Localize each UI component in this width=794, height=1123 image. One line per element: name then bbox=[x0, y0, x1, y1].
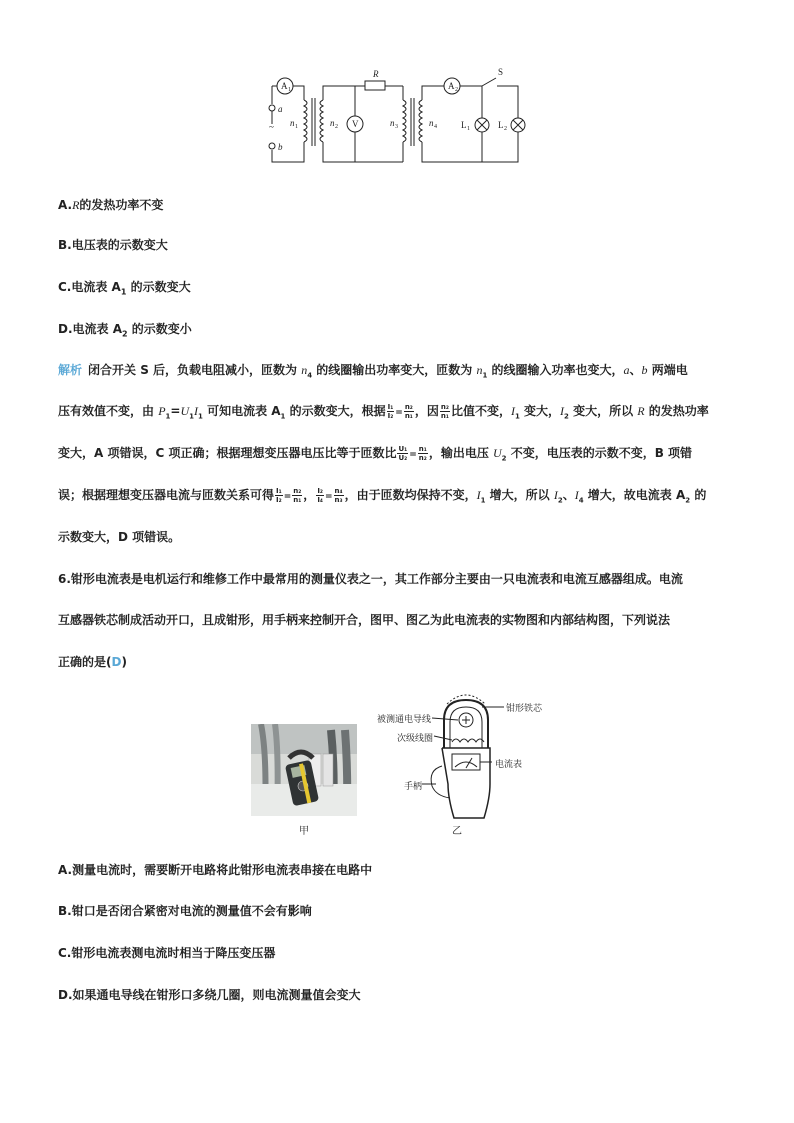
fraction-i2-i4: $\frac{\text{I₂}}{\text{I₄}}$ bbox=[317, 487, 323, 504]
q6-option-d: D.如果通电导线在钳形口多绕几圈，则电流测量值会变大 bbox=[58, 988, 361, 1002]
q6-answer: D bbox=[111, 655, 122, 669]
q5-option-d: D.电流表 $A_2$ 的示数变小 bbox=[58, 322, 192, 339]
q6-stem-line-1: 6.钳形电流表是电机运行和维修工作中最常用的测量仪表之一，其工作部分主要由一只电流表和电流互感器组成。电流 bbox=[58, 572, 683, 586]
svg-text:4: 4 bbox=[434, 124, 437, 130]
q5-option-b: B.电压表的示数变大 bbox=[58, 238, 168, 252]
svg-text:R: R bbox=[373, 69, 379, 79]
fraction-i1-i2: $\frac{\text{I₁}}{\text{I₂}}$ bbox=[387, 403, 394, 420]
svg-text:a: a bbox=[278, 104, 283, 114]
svg-text:2: 2 bbox=[335, 124, 338, 130]
q5-option-c: C.电流表 $A_1$ 的示数变大 bbox=[58, 280, 191, 297]
fraction-i1-i2-b: $\frac{\text{I₁}}{\text{I₂}}$ bbox=[276, 487, 282, 504]
transformer-circuit-diagram bbox=[260, 66, 535, 176]
q6-option-a: A.测量电流时，需要断开电路将此钳形电流表串接在电路中 bbox=[58, 863, 373, 877]
svg-text:V: V bbox=[352, 119, 359, 129]
analysis-label: 解析 bbox=[58, 363, 83, 377]
fraction-u1-u2: $\frac{\text{U₁}}{\text{U₂}}$ bbox=[398, 445, 408, 462]
analysis-line-2: 压有效值不变，由 $P_1=U_1I_1$ 可知电流表 $A_1$ 的示数变大，根据 $\frac{\text{I₁}}{\text{I₂}}$ = $\frac{\text{n₂}}{\text{n₁}}$ ，因 $\frac{\text{n₂}}{\text{n₁}}$ 比值不变，$I_1$ 变大，$I_2$ 变大，所以 R 的发热功率 bbox=[58, 403, 709, 421]
fraction-n2-n1-b: $\frac{\text{n₂}}{\text{n₁}}$ bbox=[293, 487, 302, 504]
svg-text:n: n bbox=[290, 118, 295, 128]
label-measured-wire: 被测通电导线 bbox=[377, 714, 432, 724]
analysis-line-1: 解析 闭合开关 S 后，负载电阻减小，匝数为 $n_4$ 的线圈输出功率变大，匝数为 $n_1$ 的线圈输入功率也变大，a、b 两端电 bbox=[58, 363, 688, 380]
fraction-n2-n1-ratio: $\frac{\text{n₂}}{\text{n₁}}$ bbox=[440, 403, 449, 420]
q6-stem-line-2: 互感器铁芯制成活动开口，且成钳形，用手柄来控制开合，图甲、图乙为此电流表的实物图和内部结构图，下列说法 bbox=[58, 613, 671, 627]
svg-text:1: 1 bbox=[467, 126, 470, 132]
svg-text:~: ~ bbox=[269, 122, 274, 132]
svg-text:n: n bbox=[330, 118, 335, 128]
q6-option-c: C.钳形电流表测电流时相当于降压变压器 bbox=[58, 946, 276, 960]
analysis-line-3: 变大，A 项错误，C 项正确；根据理想变压器电压比等于匝数比 $\frac{\text{U₁}}{\text{U₂}}$ = $\frac{\text{n₁}}{\text{n₂}}$ ，输出电压 $U_2$ 不变，电压表的示数不变，B 项错 bbox=[58, 445, 693, 463]
svg-text:A: A bbox=[448, 81, 455, 91]
analysis-line-4: 误；根据理想变压器电流与匝数关系可得 $\frac{\text{I₁}}{\text{I₂}}$ = $\frac{\text{n₂}}{\text{n₁}}$ ， $\frac{\text{I₂}}{\text{I₄}}$ = $\frac{\text{n₄}}{\text{n₃}}$ ，由于匝数均保持不变，$I_1$ 增大，所以 $I_2$、$I_4$ 增大，故电流表 $A_2$ 的 bbox=[58, 487, 707, 505]
label-handle: 手柄 bbox=[404, 781, 423, 791]
svg-text:n: n bbox=[429, 118, 434, 128]
clamp-meter-photo bbox=[251, 724, 357, 816]
svg-text:S: S bbox=[498, 67, 504, 77]
fraction-n1-n2: $\frac{\text{n₁}}{\text{n₂}}$ bbox=[418, 445, 427, 462]
figure-label-jia: 甲 bbox=[299, 826, 309, 837]
svg-text:n: n bbox=[390, 118, 395, 128]
svg-text:b: b bbox=[278, 142, 283, 152]
svg-text:1: 1 bbox=[288, 87, 291, 93]
fraction-n2-n1: $\frac{\text{n₂}}{\text{n₁}}$ bbox=[404, 403, 413, 420]
label-clamp-core: 钳形铁芯 bbox=[506, 703, 543, 713]
label-A1: A bbox=[281, 81, 288, 91]
svg-text:1: 1 bbox=[295, 124, 298, 130]
figure-label-yi: 乙 bbox=[452, 826, 462, 837]
analysis-line-5: 示数变大，D 项错误。 bbox=[58, 530, 181, 544]
svg-text:3: 3 bbox=[395, 124, 398, 130]
svg-text:L: L bbox=[461, 120, 467, 130]
q6-stem-line-3: 正确的是(D) bbox=[58, 655, 127, 669]
label-secondary-coil: 次级线圈 bbox=[397, 733, 434, 743]
svg-text:L: L bbox=[498, 120, 504, 130]
svg-text:2: 2 bbox=[504, 126, 507, 132]
fraction-n4-n3: $\frac{\text{n₄}}{\text{n₃}}$ bbox=[334, 487, 343, 504]
svg-text:2: 2 bbox=[455, 87, 458, 93]
label-ammeter: 电流表 bbox=[495, 759, 523, 769]
q5-option-a: A.R的发热功率不变 bbox=[58, 198, 164, 212]
q6-option-b: B.钳口是否闭合紧密对电流的测量值不会有影响 bbox=[58, 904, 312, 918]
